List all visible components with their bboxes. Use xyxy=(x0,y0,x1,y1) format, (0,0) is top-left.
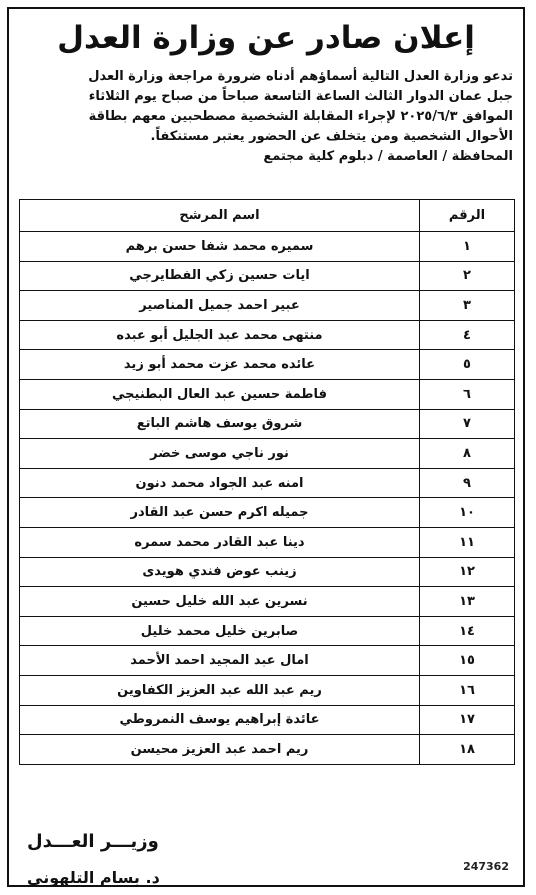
table-row xyxy=(20,616,515,646)
row-number: ١٤ xyxy=(420,616,515,646)
candidate-name: عائدة إبراهيم يوسف النمروطي xyxy=(20,705,420,735)
candidate-name: نسرين عبد الله خليل حسين xyxy=(20,587,420,617)
signature-block xyxy=(27,829,160,891)
row-number: ١٥ xyxy=(420,646,515,676)
reference-number: 247362 xyxy=(463,860,509,873)
candidate-name: ريم احمد عبد العزيز محيسن xyxy=(20,735,420,765)
row-number: ٩ xyxy=(420,468,515,498)
table-row xyxy=(20,557,515,587)
candidates-table xyxy=(19,199,515,765)
row-number: ٧ xyxy=(420,409,515,439)
table-row xyxy=(20,232,515,262)
table-header-row xyxy=(20,200,515,232)
header-name: اسم المرشح xyxy=(20,200,420,232)
table-row xyxy=(20,379,515,409)
candidate-name: منتهى محمد عبد الجليل أبو عبده xyxy=(20,320,420,350)
intro-line: الأحوال الشخصية ومن يتخلف عن الحضور يعتبر مستنكفاً. xyxy=(150,129,513,144)
row-number: ١١ xyxy=(420,527,515,557)
intro-line: جبل عمان الدوار الثالث الساعة التاسعة صباحاً من صباح يوم الثلاثاء xyxy=(88,89,513,104)
candidate-name: عائده محمد عزت محمد أبو زيد xyxy=(20,350,420,380)
candidate-name: جميله اكرم حسن عبد القادر xyxy=(20,498,420,528)
candidate-name: دينا عبد القادر محمد سمره xyxy=(20,527,420,557)
intro-line: الموافق ٢٠٢٥/٦/٣ لإجراء المقابلة الشخصية مصطحبين معهم بطاقة xyxy=(88,109,513,124)
row-number: ١٠ xyxy=(420,498,515,528)
candidate-name: صابرين خليل محمد خليل xyxy=(20,616,420,646)
candidate-name: امال عبد المجيد احمد الأحمد xyxy=(20,646,420,676)
candidate-name: نور ناجي موسى خضر xyxy=(20,439,420,469)
row-number: ٣ xyxy=(420,291,515,321)
candidate-name: امنه عبد الجواد محمد دنون xyxy=(20,468,420,498)
table-row xyxy=(20,439,515,469)
row-number: ١٧ xyxy=(420,705,515,735)
signatory-name: د. بسام التلهوني xyxy=(27,868,160,887)
intro-line-category: المحافظة / العاصمة / دبلوم كلية مجتمع xyxy=(263,149,513,164)
candidate-name: عبير احمد جميل المناصير xyxy=(20,291,420,321)
table-row xyxy=(20,468,515,498)
table-row xyxy=(20,527,515,557)
table-row xyxy=(20,735,515,765)
row-number: ١٦ xyxy=(420,675,515,705)
table-row xyxy=(20,646,515,676)
table-row xyxy=(20,261,515,291)
row-number: ١٢ xyxy=(420,557,515,587)
candidate-name: فاطمة حسين عبد العال البطنيجي xyxy=(20,379,420,409)
notice-frame xyxy=(7,7,525,887)
row-number: ١٨ xyxy=(420,735,515,765)
table-row xyxy=(20,705,515,735)
table-row xyxy=(20,675,515,705)
table-row xyxy=(20,498,515,528)
row-number: ٨ xyxy=(420,439,515,469)
table-row xyxy=(20,291,515,321)
notice-title: إعلان صادر عن وزارة العدل xyxy=(57,20,475,56)
row-number: ٢ xyxy=(420,261,515,291)
row-number: ٤ xyxy=(420,320,515,350)
row-number: ٦ xyxy=(420,379,515,409)
table-row xyxy=(20,409,515,439)
table-row xyxy=(20,587,515,617)
header-number: الرقم xyxy=(420,200,515,232)
candidate-name: سميره محمد شفا حسن برهم xyxy=(20,232,420,262)
row-number: ٥ xyxy=(420,350,515,380)
table-row xyxy=(20,350,515,380)
signatory-title: وزيـــر العـــدل xyxy=(27,831,159,852)
candidate-name: شروق يوسف هاشم الباتع xyxy=(20,409,420,439)
candidate-name: ايات حسين زكي الفطايرجي xyxy=(20,261,420,291)
table-row xyxy=(20,320,515,350)
row-number: ١ xyxy=(420,232,515,262)
intro-line: تدعو وزارة العدل التالية أسماؤهم أدناه ضرورة مراجعة وزارة العدل xyxy=(88,69,513,84)
row-number: ١٣ xyxy=(420,587,515,617)
candidate-name: زينب عوض فندي هويدى xyxy=(20,557,420,587)
notice-intro xyxy=(19,67,513,167)
candidate-name: ريم عبد الله عبد العزيز الكفاوين xyxy=(20,675,420,705)
